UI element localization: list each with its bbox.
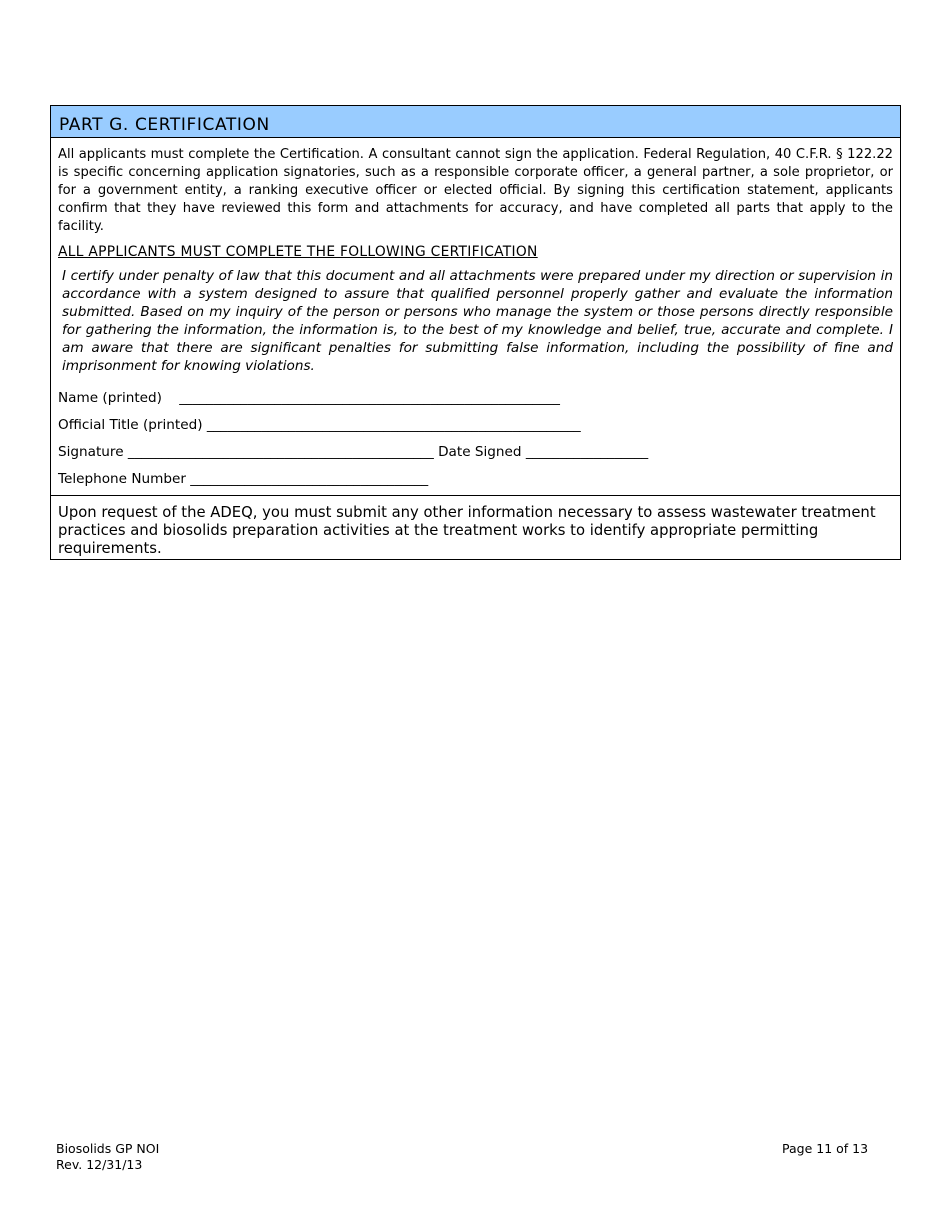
official-title-field[interactable]: Official Title (printed) _______________________________________________________ xyxy=(58,417,581,433)
signature-date-field[interactable]: Signature _____________________________________________ Date Signed __________________ xyxy=(58,444,649,460)
adeq-request-note: Upon request of the ADEQ, you must submit any other information necessary to assess wastewater treatment practices and biosolids preparation activities at the treatment works to identify appropriate permitting requirements. xyxy=(58,504,876,558)
intro-paragraph: All applicants must complete the Certification. A consultant cannot sign the application. Federal Regulation, 40 C.F.R. § 122.22 is specific concerning application signatories, such as a responsible corporate officer, a general partner, a sole proprietor, or for a government entity, a ranking executive officer or elected official. By signing this certification statement, applicants confirm that they have reviewed this form and attachments for accuracy, and have completed all parts that apply to the facility. xyxy=(58,147,893,234)
footer-form-info xyxy=(56,1141,159,1173)
certification-statement: I certify under penalty of law that this document and all attachments were prepared under my direction or supervision in accordance with a system designed to assure that qualified personnel properly gather and evaluate the information submitted. Based on my inquiry of the person or persons who manage the system or those persons directly responsible for gathering the information, the information is, to the best of my knowledge and belief, true, accurate and complete. I am aware that there are significant penalties for submitting false information, including the possibility of fine and imprisonment for knowing violations. xyxy=(62,268,893,374)
footer-revision: Rev. 12/31/13 xyxy=(56,1157,143,1172)
certification-subheading: ALL APPLICANTS MUST COMPLETE THE FOLLOWING CERTIFICATION xyxy=(58,244,538,260)
part-g-header: PART G. CERTIFICATION xyxy=(51,106,900,138)
footer-page-number: Page 11 of 13 xyxy=(782,1141,869,1156)
certification-form xyxy=(50,105,901,560)
telephone-number-field[interactable]: Telephone Number ___________________________________ xyxy=(58,471,429,487)
name-printed-field[interactable]: Name (printed) ________________________________________________________ xyxy=(58,390,560,406)
footer-form-name: Biosolids GP NOI xyxy=(56,1141,160,1156)
certification-section xyxy=(51,138,900,496)
